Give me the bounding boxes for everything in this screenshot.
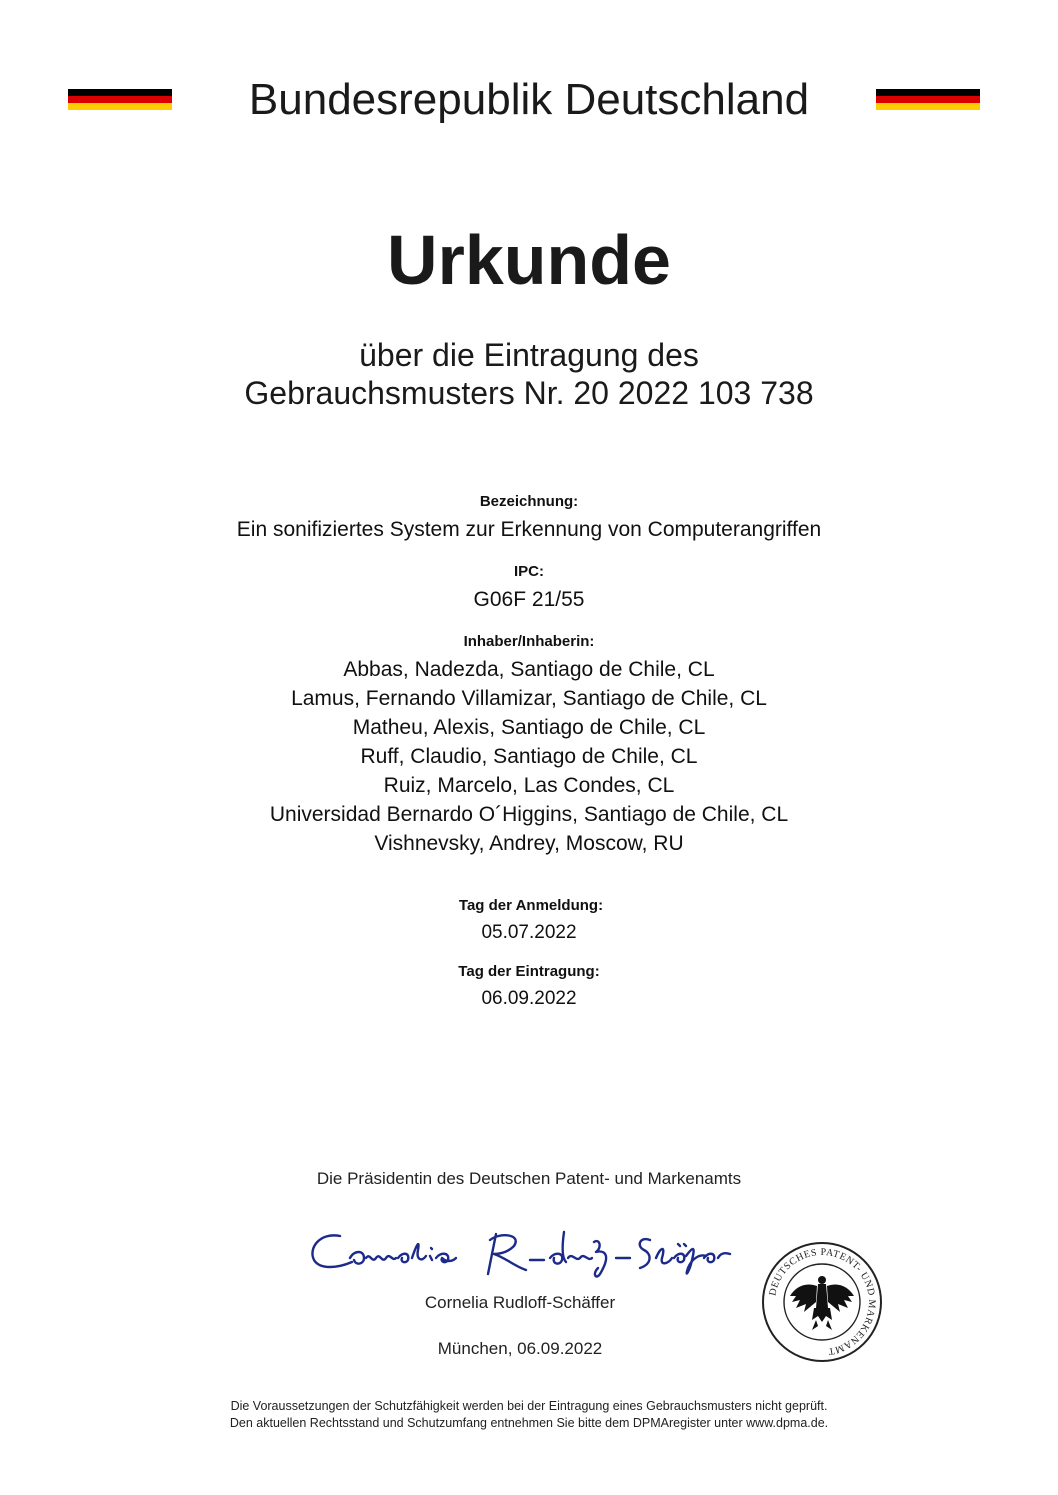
- signature: [300, 1218, 750, 1290]
- document-title: Urkunde: [387, 221, 671, 299]
- designation-value: Ein sonifiziertes System zur Erkennung von Computerangriffen: [236, 518, 822, 541]
- holder-item: Vishnevsky, Andrey, Moscow, RU: [374, 832, 684, 855]
- subtitle-line-2: Gebrauchsmusters Nr. 20 2022 103 738: [244, 375, 814, 411]
- designation-label: Bezeichnung:: [479, 493, 579, 510]
- presidency-line: Die Präsidentin des Deutschen Patent- und Markenamts: [316, 1169, 742, 1188]
- registration-date-label: Tag der Eintragung:: [458, 963, 600, 980]
- filing-date-value: 05.07.2022: [481, 922, 577, 943]
- holders-list: [0, 655, 1058, 858]
- federal-eagle-icon: [790, 1276, 854, 1330]
- german-flag-icon: [876, 89, 980, 110]
- svg-text:DEUTSCHES PATENT- UND MARKENAM: DEUTSCHES PATENT- UND MARKENAMT: [767, 1246, 878, 1357]
- holder-item: Ruff, Claudio, Santiago de Chile, CL: [360, 745, 698, 768]
- registration-date-value: 06.09.2022: [481, 988, 577, 1009]
- legal-notice-line-2: Den aktuellen Rechtsstand und Schutzumfang entnehmen Sie bitte dem DPMAregister unter www.dpma.de.: [229, 1416, 829, 1430]
- country-name: Bundesrepublik Deutschland: [248, 75, 810, 124]
- header: [0, 72, 1058, 128]
- holder-item: Universidad Bernardo O´Higgins, Santiago de Chile, CL: [269, 803, 789, 826]
- holder-item: Ruiz, Marcelo, Las Condes, CL: [383, 774, 675, 797]
- holders-label: Inhaber/Inhaberin:: [463, 633, 595, 650]
- ipc-label: IPC:: [514, 563, 544, 580]
- holder-item: Matheu, Alexis, Santiago de Chile, CL: [352, 716, 706, 739]
- holder-item: Lamus, Fernando Villamizar, Santiago de Chile, CL: [291, 687, 767, 710]
- place-date: München, 06.09.2022: [437, 1339, 603, 1358]
- filing-date-label: Tag der Anmeldung:: [458, 897, 604, 914]
- signer-name: Cornelia Rudloff-Schäffer: [424, 1293, 616, 1312]
- official-seal: [760, 1240, 884, 1364]
- holder-item: Abbas, Nadezda, Santiago de Chile, CL: [343, 658, 715, 681]
- legal-notice: [0, 1398, 1058, 1432]
- ipc-value: G06F 21/55: [473, 588, 585, 611]
- subtitle-line-1: über die Eintragung des: [359, 337, 699, 373]
- document-subtitle: [0, 336, 1058, 412]
- legal-notice-line-1: Die Voraussetzungen der Schutzfähigkeit werden bei der Eintragung eines Gebrauchsmusters nicht geprüft.: [230, 1399, 828, 1413]
